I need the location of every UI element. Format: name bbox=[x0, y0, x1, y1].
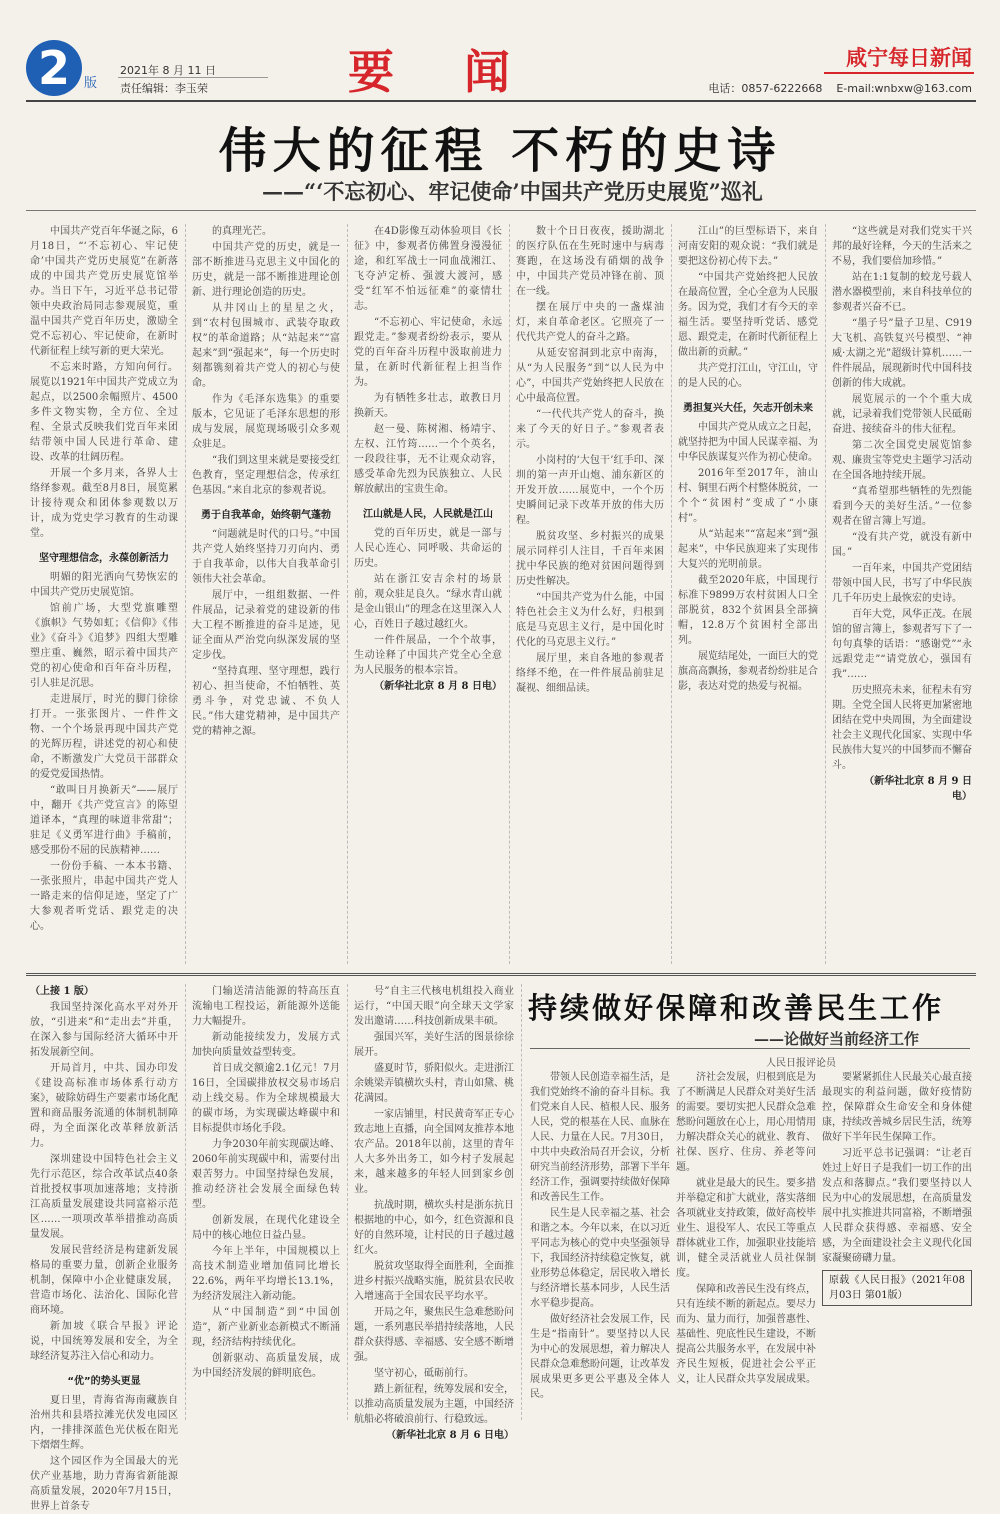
article1-column-1 bbox=[30, 224, 178, 964]
paragraph: 从井冈山上的星星之火，到“农村包围城市、武装夺取政权”的革命道路；从“站起来”“富起来”到“强起来”，每一个历史时刻都镌刻着共产党人的初心与使命。 bbox=[192, 303, 340, 389]
continuation-label: （上接 1 版） bbox=[30, 986, 94, 997]
paragraph: 站在浙江安吉余村的场景前，观众驻足良久。“绿水青山就是金山银山”的理念在这里深入人心，百姓日子越过越红火。 bbox=[354, 574, 502, 630]
contact-info bbox=[708, 80, 972, 96]
paragraph: 开展一个多月来，各界人士络绎参观。截至8月8日，展览累计接待观众和团体参观数以万计，成为党史学习教育的生动课堂。 bbox=[30, 468, 178, 539]
paragraph: 创新驱动、高质量发展，成为中国经济发展的鲜明底色。 bbox=[192, 1353, 340, 1379]
paragraph: 摆在展厅中央的一盏煤油灯，来自革命老区。它照亮了一代代共产党人的奋斗之路。 bbox=[516, 302, 664, 343]
section-subtitle: 江山就是人民，人民就是江山 bbox=[363, 509, 493, 520]
paragraph: 一家店铺里，村民黄奇军正专心致志地上直播，向全国网友推荐本地农产品。2018年以前，这里的青年人大多外出务工，如今村子发展起来，越来越多的年轻人回到家乡创业。 bbox=[354, 1109, 514, 1195]
paragraph: 一份份手稿、一本本书籍、一张张照片，串起中国共产党人一路走来的信仰足迹，坚定了广大参观者听党话、跟党走的决心。 bbox=[30, 861, 178, 932]
column-divider bbox=[185, 224, 186, 964]
paragraph: 第二次全国党史展览馆参观、廉贵宝等党史主题学习活动在全国各地持续开展。 bbox=[832, 440, 972, 481]
paragraph: 赵一曼、陈树湘、杨靖宇、左权、江竹筠……一个个英名，一段段往事，无不让观众动容，感受革命先烈为民族独立、人民解放献出的宝贵生命。 bbox=[354, 424, 502, 495]
paragraph: 江山”的巨型标语下，来自河南安阳的观众说：“我们就是要把这份初心传下去。” bbox=[678, 226, 818, 267]
paragraph: 我国坚持深化高水平对外开放，“引进来”和“走出去”并重，在深入参与国际经济大循环中开拓发展新空间。 bbox=[30, 1002, 178, 1058]
dateline-credit: （新华社北京 8 月 6 日电） bbox=[386, 1430, 514, 1441]
paragraph: 作为《毛泽东选集》的重要版本，它见证了毛泽东思想的形成与发展，展览现场吸引众多观众驻足。 bbox=[192, 394, 340, 450]
section-subtitle: 勇担复兴大任，矢志开创未来 bbox=[683, 403, 813, 414]
article1-column-3 bbox=[354, 224, 502, 964]
column-divider bbox=[509, 224, 510, 964]
newspaper-name-underline bbox=[824, 72, 974, 74]
article2-column-3 bbox=[354, 984, 514, 1441]
paragraph: 开局首月，中共、国办印发《建设高标准市场体系行动方案》，破除妨碍生产要素市场化配置和商品服务流通的体制机制障碍，为全面深化改革释放新活力。 bbox=[30, 1063, 178, 1149]
commentary-column-3 bbox=[822, 1070, 972, 1420]
article2-column-1 bbox=[30, 984, 178, 1512]
paragraph: 强国兴军，美好生活的图景徐徐展开。 bbox=[354, 1032, 514, 1058]
paragraph: 新加坡《联合早报》评论说，中国统筹发展和安全，为全球经济复苏注入信心和动力。 bbox=[30, 1321, 178, 1362]
paragraph: 数十个日日夜夜，援助湖北的医疗队伍在生死时速中与病毒赛跑，在这场没有硝烟的战争中，中国共产党员冲锋在前、顶在一线。 bbox=[516, 226, 664, 297]
section-subtitle: 坚守理想信念，永葆创新活力 bbox=[39, 553, 169, 564]
column-divider bbox=[347, 984, 348, 1420]
paragraph: 2016年至2017年，油山村、铜里石两个村整体脱贫，一个个“贫困村”变成了“小康村”。 bbox=[678, 468, 818, 524]
paragraph: “我们到这里来就是要接受红色教育，坚定理想信念，传承红色基因。”来自北京的参观者说。 bbox=[192, 455, 340, 496]
paragraph: 站在1:1复制的蛟龙号载人潜水器模型前，来自科技单位的参观者兴奋不已。 bbox=[832, 272, 972, 313]
paragraph: 百年大党，风华正茂。在展馆的留言簿上，参观者写下了一句句真挚的话语：“感谢党”“永远跟党走”“请党放心，强国有我”…… bbox=[832, 609, 972, 680]
paragraph: 不忘来时路，方知向何行。展览以1921年中国共产党成立为起点，以2500余幅照片、4500多件文物实物，全方位、全过程、全景式反映我们党百年来团结带领中国人民进行革命、建设、改革的壮阔历程。 bbox=[30, 362, 178, 463]
paragraph: “不忘初心、牢记使命，永远跟党走。”参观者纷纷表示，要从党的百年奋斗历程中汲取前进力量，在新时代新征程上担当作为。 bbox=[354, 317, 502, 388]
paragraph: “墨子号”量子卫星、C919大飞机、高铁复兴号模型、“神威·太湖之光”超级计算机……一件件展品，展现新时代中国科技创新的伟大成就。 bbox=[832, 318, 972, 389]
paragraph: 展览展示的一个个重大成就，记录着我们党带领人民砥砺奋进、接续奋斗的伟大征程。 bbox=[832, 394, 972, 435]
paragraph: 中国共产党百年华诞之际，6月18日，“‘不忘初心、牢记使命’中国共产党历史展览”在新落成的中国共产党历史展览馆举办。当日下午，习近平总书记带领中央政治局同志参观展览，重温中国共产党百年历史，激励全党不忘初心、牢记使命，在新时代新征程上续写新的更大荣光。 bbox=[30, 226, 178, 357]
paragraph: 从延安窑洞到北京中南海，从“为人民服务”到“以人民为中心”，中国共产党始终把人民放在心中最高位置。 bbox=[516, 348, 664, 404]
paragraph: 开局之年，聚焦民生急难愁盼问题，一系列惠民举措持续落地，人民群众获得感、幸福感、安全感不断增强。 bbox=[354, 1307, 514, 1363]
paragraph: 力争2030年前实现碳达峰、2060年前实现碳中和，需要付出艰苦努力。中国坚持绿色发展，推动经济社会发展全面绿色转型。 bbox=[192, 1139, 340, 1210]
commentary-headline: 持续做好保障和改善民生工作 bbox=[528, 991, 945, 1025]
paragraph: 共产党打江山，守江山，守的是人民的心。 bbox=[678, 363, 818, 389]
issue-date: 2021年 8 月 11 日 bbox=[120, 64, 216, 77]
commentary-column-1 bbox=[530, 1070, 670, 1420]
paragraph: 截至2020年底，中国现行标准下9899万农村贫困人口全部脱贫，832个贫困县全部摘帽，12.8万个贫困村全部出列。 bbox=[678, 575, 818, 646]
paragraph: 历史照亮未来，征程未有穷期。全党全国人民将更加紧密地团结在党中央周围，为全面建设社会主义现代化国家、实现中华民族伟大复兴的中国梦而不懈奋斗。 bbox=[832, 685, 972, 771]
paragraph: 带领人民创造幸福生活，是我们党始终不渝的奋斗目标。我们党来自人民、植根人民、服务人民，党的根基在人民、血脉在人民、力量在人民。7月30日，中共中央政治局召开会议，分析研究当前经济形势，部署下半年经济工作，强调要持续做好保障和改善民生工作。 bbox=[530, 1072, 670, 1203]
paragraph: 中国共产党的历史，就是一部不断推进马克思主义中国化的历史，就是一部不断推进理论创新、进行理论创造的历史。 bbox=[192, 242, 340, 298]
column-divider bbox=[185, 984, 186, 1420]
paragraph: 盛夏时节，骄阳似火。走进浙江余姚梁弄镇横坎头村，青山如黛、桃花满园。 bbox=[354, 1063, 514, 1104]
masthead bbox=[0, 0, 1000, 102]
section-subtitle: 勇于自我革命，始终朝气蓬勃 bbox=[201, 510, 331, 521]
paragraph: 深圳建设中国特色社会主义先行示范区，综合改革试点40条首批授权事项加速落地；支持浙江高质量发展建设共同富裕示范区……一项项改革举措推动高质量发展。 bbox=[30, 1154, 178, 1240]
paragraph: 踏上新征程，统筹发展和安全，以推动高质量发展为主题，中国经济航船必将破浪前行、行稳致远。 bbox=[354, 1384, 514, 1425]
paragraph: 坚守初心，砥砺前行。 bbox=[374, 1368, 474, 1379]
paragraph: 新动能接续发力，发展方式加快向质量效益型转变。 bbox=[192, 1032, 340, 1058]
paragraph: 从“中国制造”到“中国创造”，新产业新业态新模式不断涌现，经济结构持续优化。 bbox=[192, 1307, 340, 1348]
paragraph: 创新发展，在现代化建设全局中的核心地位日益凸显。 bbox=[192, 1215, 340, 1241]
paragraph: 明媚的阳光洒向气势恢宏的中国共产党历史展览馆。 bbox=[30, 572, 178, 598]
paragraph: 今年上半年，中国规模以上高技术制造业增加值同比增长22.6%，两年平均增长13.1%，为经济发展注入新动能。 bbox=[192, 1246, 340, 1302]
column-divider bbox=[825, 224, 826, 964]
dateline-credit: （新华社北京 8 月 9 日电） bbox=[864, 776, 972, 802]
paragraph: 就业是最大的民生。要多措并举稳定和扩大就业，落实落细各项就业支持政策，做好高校毕业生、退役军人、农民工等重点群体就业工作，加强职业技能培训，健全灵活就业人员社保制度。 bbox=[676, 1178, 816, 1279]
commentary-subhead: ——论做好当前经济工作 bbox=[754, 1030, 920, 1048]
editor-credit: 责任编辑：李玉荣 bbox=[120, 82, 208, 95]
paragraph: 党的百年历史，就是一部与人民心连心、同呼吸、共命运的历史。 bbox=[354, 528, 502, 569]
column-divider bbox=[521, 984, 522, 1420]
paragraph: 展览结尾处，一面巨大的党旗高高飘扬，参观者纷纷驻足合影，表达对党的热爱与祝福。 bbox=[678, 651, 818, 692]
paragraph: 一件件展品，一个个故事，生动诠释了中国共产党全心全意为人民服务的根本宗旨。 bbox=[354, 635, 502, 676]
article2-column-2 bbox=[192, 984, 340, 1420]
article1-column-2 bbox=[192, 224, 340, 964]
paragraph: 保障和改善民生没有终点，只有连续不断的新起点。要尽力而为、量力而行，加强普惠性、基础性、兜底性民生建设，不断提高公共服务水平，在发展中补齐民生短板，促进社会公平正义，让人民群众共享发展成果。 bbox=[676, 1284, 816, 1385]
paragraph: 一百年来，中国共产党团结带领中国人民，书写了中华民族几千年历史上最恢宏的史诗。 bbox=[832, 563, 972, 604]
paragraph: 门输送清洁能源的特高压直流输电工程投运，新能源外送能力大幅提升。 bbox=[192, 986, 340, 1027]
section-subtitle: “优”的势头更显 bbox=[67, 1376, 141, 1387]
email: E-mail:wnbxw@163.com bbox=[836, 82, 972, 95]
paragraph: 做好经济社会发展工作，民生是“指南针”。要坚持以人民为中心的发展思想，着力解决人民群众急难愁盼问题，让改革发展成果更多更公平惠及全体人民。 bbox=[530, 1314, 670, 1400]
section-title: 要闻 bbox=[348, 45, 580, 99]
paragraph: 中国共产党从成立之日起，就坚持把为中国人民谋幸福、为中华民族谋复兴作为初心使命。 bbox=[678, 422, 818, 463]
paragraph: 馆前广场，大型党旗雕塑《旗帜》气势如虹；《信仰》《伟业》《奋斗》《追梦》四组大型雕塑庄重、巍然，昭示着中国共产党的初心使命和百年奋斗历程，引人驻足沉思。 bbox=[30, 603, 178, 689]
paragraph: “一代代共产党人的奋斗，换来了今天的好日子。”参观者表示。 bbox=[516, 409, 664, 450]
paragraph: “这些就是对我们党实干兴邦的最好诠释，今天的生活来之不易，我们要倍加珍惜。” bbox=[832, 226, 972, 267]
paragraph: 要紧紧抓住人民最关心最直接最现实的利益问题，做好疫情防控，保障群众生命安全和身体健康，持续改善城乡居民生活，统筹做好下半年民生保障工作。 bbox=[822, 1072, 972, 1143]
paragraph: “中国共产党始终把人民放在最高位置，全心全意为人民服务。因为党，我们才有今天的幸福生活。要坚持听党话、感党恩、跟党走，在新时代新征程上做出新的贡献。” bbox=[678, 272, 818, 358]
paragraph: 走进展厅，时光的脚门徐徐打开。一张张图片、一件件文物、一个个场景再现中国共产党的光辉历程，讲述党的初心和使命，不断激发广大党员干部群众的爱党爱国热情。 bbox=[30, 694, 178, 780]
paragraph: 号”自主三代核电机组投入商业运行，“中国天眼”向全球天文学家发出邀请……科技创新成果丰硕。 bbox=[354, 986, 514, 1027]
column-divider bbox=[347, 224, 348, 964]
paragraph: 展厅中，一组组数据、一件件展品，记录着党的建设新的伟大工程不断推进的奋斗足迹，见证全面从严治党向纵深发展的坚定步伐。 bbox=[192, 590, 340, 661]
paragraph: 脱贫攻坚、乡村振兴的成果展示同样引人注目，千百年来困扰中华民族的绝对贫困问题得到历史性解决。 bbox=[516, 531, 664, 587]
newspaper-name: 咸宁每日新闻 bbox=[846, 45, 972, 70]
paragraph: 从“站起来”“富起来”到“强起来”，中华民族迎来了实现伟大复兴的光明前景。 bbox=[678, 529, 818, 570]
commentary-column-2 bbox=[676, 1070, 816, 1420]
article1-headline: 伟大的征程 不朽的史诗 bbox=[218, 123, 782, 179]
paragraph: 的真理光芒。 bbox=[212, 226, 272, 237]
masthead-divider bbox=[26, 100, 976, 102]
page-number-badge: 2 bbox=[26, 40, 82, 96]
column-divider bbox=[671, 224, 672, 964]
commentary-byline: 人民日报评论员 bbox=[766, 1058, 836, 1069]
paragraph: “真希望那些牺牲的先烈能看到今天的美好生活。”一位参观者在留言簿上写道。 bbox=[832, 486, 972, 527]
article1-column-5 bbox=[678, 224, 818, 964]
paragraph: 济社会发展，归根到底是为了不断满足人民群众对美好生活的需要。要切实把人民群众急难愁盼问题放在心上，用心用情用力解决群众关心的就业、教育、社保、医疗、住房、养老等问题。 bbox=[676, 1072, 816, 1173]
dateline-credit: （新华社北京 8 月 8 日电） bbox=[374, 681, 502, 692]
article-divider bbox=[26, 973, 976, 976]
paragraph: 这个园区作为全国最大的光伏产业基地，助力青海省新能源高质量发展，2020年7月15日，世界上首条专 bbox=[30, 1456, 178, 1512]
article1-column-4 bbox=[516, 224, 664, 964]
paragraph: 脱贫攻坚取得全面胜利，全面推进乡村振兴战略实施，脱贫县农民收入增速高于全国农民平均水平。 bbox=[354, 1261, 514, 1302]
paragraph: 习近平总书记强调：“让老百姓过上好日子是我们一切工作的出发点和落脚点。”我们要坚持以人民为中心的发展思想，在高质量发展中扎实推进共同富裕，不断增强人民群众获得感、幸福感、安全感，为全面建设社会主义现代化国家凝聚磅礴力量。 bbox=[822, 1148, 972, 1264]
paragraph: 民生是人民幸福之基、社会和谐之本。今年以来，在以习近平同志为核心的党中央坚强领导下，我国经济持续稳定恢复，就业形势总体稳定，居民收入增长与经济增长基本同步，人民生活水平稳步提高。 bbox=[530, 1208, 670, 1309]
paragraph: 抗战时期，横坎头村是浙东抗日根据地的中心，如今，红色资源和良好的自然环境，让村民的日子越过越红火。 bbox=[354, 1200, 514, 1256]
phone: 电话：0857-6222668 bbox=[708, 82, 823, 95]
paragraph: 首日成交额逾2.1亿元！7月16日，全国碳排放权交易市场启动上线交易。作为全球规模最大的碳市场，为实现碳达峰碳中和目标提供市场化手段。 bbox=[192, 1063, 340, 1134]
date-divider bbox=[118, 77, 268, 78]
article1-subhead: ——“‘不忘初心、牢记使命’中国共产党历史展览”巡礼 bbox=[262, 179, 763, 204]
paragraph: “中国共产党为什么能，中国特色社会主义为什么好，归根到底是马克思主义行，是中国化时代化的马克思主义行。” bbox=[516, 592, 664, 648]
paragraph: 夏日里，青海省海南藏族自治州共和县塔拉滩光伏发电园区内，一排排深蓝色光伏板在阳光下熠熠生辉。 bbox=[30, 1395, 178, 1451]
paragraph: 为有牺牲多壮志，敢教日月换新天。 bbox=[354, 393, 502, 419]
article1-column-6 bbox=[832, 224, 972, 964]
paragraph: “问题就是时代的口号。”中国共产党人始终坚持刀刃向内、勇于自我革命，以伟大自我革命引领伟大社会革命。 bbox=[192, 529, 340, 585]
paragraph: “坚持真理、坚守理想，践行初心、担当使命，不怕牺牲、英勇斗争，对党忠诚、不负人民。”伟大建党精神，是中国共产党的精神之源。 bbox=[192, 666, 340, 737]
paragraph: “没有共产党，就没有新中国。” bbox=[832, 532, 972, 558]
source-box: 原载《人民日报》（2021年08月03日 第01版） bbox=[822, 1270, 972, 1306]
paragraph: 在4D影像互动体验项目《长征》中，参观者仿佛置身漫漫征途，和红军战士一同血战湘江、飞夺泸定桥、强渡大渡河，感受“红军不怕远征难”的豪情壮志。 bbox=[354, 226, 502, 312]
paragraph: 小岗村的‘大包干’红手印、深圳的第一声开山炮、浦东新区的开发开放……展览中，一个个历史瞬间记录下改革开放的伟大历程。 bbox=[516, 455, 664, 526]
page-label: 版 bbox=[84, 76, 98, 91]
paragraph: “敢叫日月换新天”——展厅中，翻开《共产党宣言》的陈望道译本，“真理的味道非常甜”；驻足《义勇军进行曲》手稿前，感受那份不屈的民族精神…… bbox=[30, 785, 178, 856]
paragraph: 展厅里，来自各地的参观者络绎不绝，在一件件展品前驻足凝视、细细品读。 bbox=[516, 653, 664, 694]
headline-divider bbox=[26, 210, 976, 211]
paragraph: 发展民营经济是构建新发展格局的重要力量，创新企业服务机制，保障中小企业健康发展，营造市场化、法治化、国际化营商环境。 bbox=[30, 1245, 178, 1316]
